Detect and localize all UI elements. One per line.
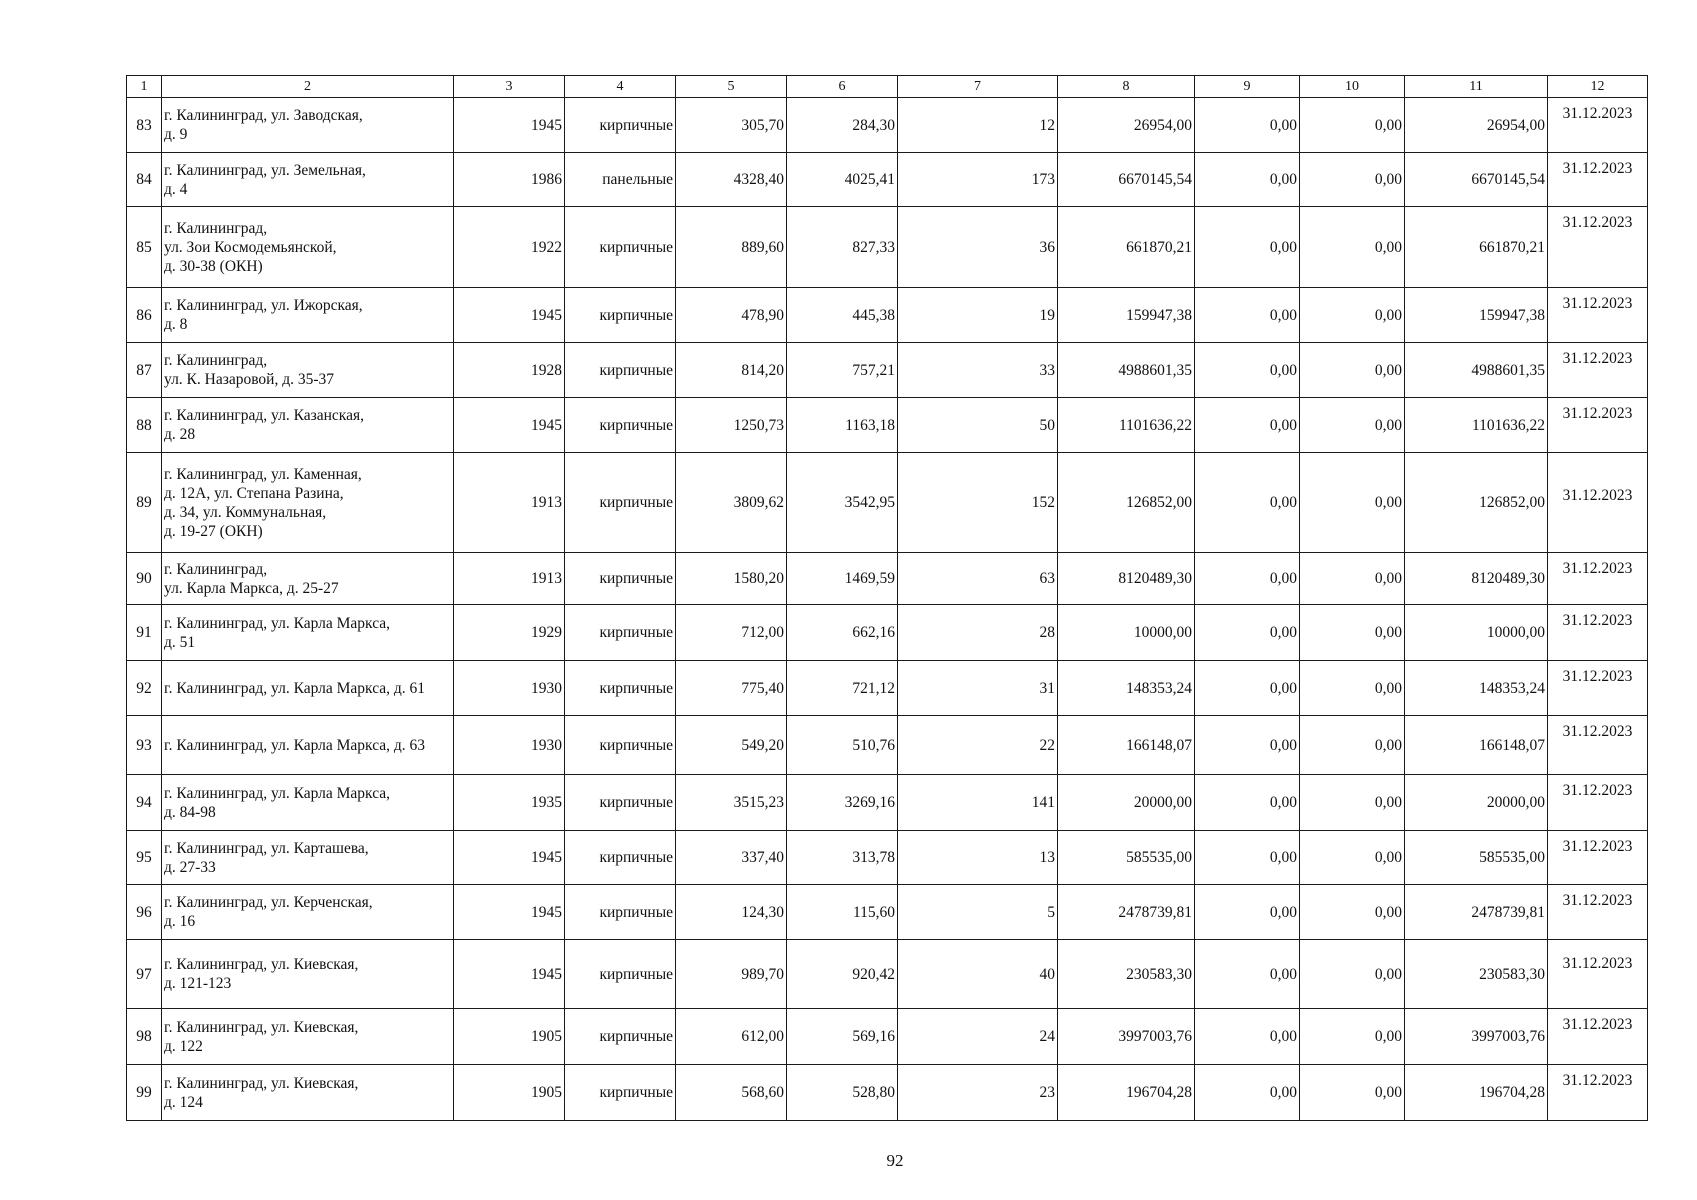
table-row — [127, 398, 1648, 453]
value-cell-6: 569,16 — [787, 1009, 898, 1065]
address-cell: г. Калининград, ул. Зои Космодемьянской, д. 30-38 (ОКН) — [162, 207, 454, 288]
value-cell-7: 5 — [898, 885, 1058, 940]
value-cell-9: 0,00 — [1195, 453, 1300, 553]
value-cell-11: 1101636,22 — [1405, 398, 1548, 453]
page-number: 92 — [886, 1151, 904, 1170]
value-cell-10: 0,00 — [1300, 661, 1405, 716]
column-header: 12 — [1548, 76, 1648, 98]
table-row — [127, 605, 1648, 661]
value-cell-11: 166148,07 — [1405, 716, 1548, 775]
value-cell-6: 662,16 — [787, 605, 898, 661]
column-header: 7 — [898, 76, 1058, 98]
value-cell-5: 775,40 — [676, 661, 787, 716]
value-cell-9: 0,00 — [1195, 153, 1300, 207]
value-cell-6: 445,38 — [787, 288, 898, 343]
row-number-cell: 92 — [127, 661, 162, 716]
value-cell-9: 0,00 — [1195, 716, 1300, 775]
value-cell-5: 1250,73 — [676, 398, 787, 453]
table-row — [127, 716, 1648, 775]
value-cell-7: 19 — [898, 288, 1058, 343]
row-number-cell: 85 — [127, 207, 162, 288]
year-cell: 1986 — [454, 153, 565, 207]
address-cell: г. Калининград, ул. Каменная, д. 12А, ул. Степана Разина, д. 34, ул. Коммунальная, д. 19-27 (ОКН) — [162, 453, 454, 553]
value-cell-7: 152 — [898, 453, 1058, 553]
deadline-date-cell: 31.12.2023 — [1548, 98, 1648, 153]
address-cell: г. Калининград, ул. Киевская, д. 121-123 — [162, 940, 454, 1009]
value-cell-10: 0,00 — [1300, 98, 1405, 153]
address-cell: г. Калининград, ул. Карла Маркса, д. 51 — [162, 605, 454, 661]
column-header: 10 — [1300, 76, 1405, 98]
table-row — [127, 661, 1648, 716]
value-cell-7: 33 — [898, 343, 1058, 398]
value-cell-10: 0,00 — [1300, 885, 1405, 940]
value-cell-5: 305,70 — [676, 98, 787, 153]
table-row — [127, 453, 1648, 553]
wall-material-cell: кирпичные — [565, 831, 676, 885]
wall-material-cell: кирпичные — [565, 288, 676, 343]
wall-material-cell: кирпичные — [565, 661, 676, 716]
year-cell: 1935 — [454, 775, 565, 831]
value-cell-11: 585535,00 — [1405, 831, 1548, 885]
deadline-date-cell: 31.12.2023 — [1548, 775, 1648, 831]
wall-material-cell: кирпичные — [565, 605, 676, 661]
value-cell-6: 920,42 — [787, 940, 898, 1009]
address-cell: г. Калининград, ул. Заводская, д. 9 — [162, 98, 454, 153]
year-cell: 1913 — [454, 453, 565, 553]
column-header: 8 — [1058, 76, 1195, 98]
row-number-cell: 96 — [127, 885, 162, 940]
address-cell: г. Калининград, ул. Киевская, д. 124 — [162, 1065, 454, 1121]
wall-material-cell: кирпичные — [565, 553, 676, 605]
value-cell-8: 6670145,54 — [1058, 153, 1195, 207]
value-cell-5: 989,70 — [676, 940, 787, 1009]
year-cell: 1905 — [454, 1065, 565, 1121]
deadline-date-cell: 31.12.2023 — [1548, 605, 1648, 661]
value-cell-8: 585535,00 — [1058, 831, 1195, 885]
value-cell-11: 148353,24 — [1405, 661, 1548, 716]
value-cell-10: 0,00 — [1300, 288, 1405, 343]
value-cell-8: 166148,07 — [1058, 716, 1195, 775]
year-cell: 1945 — [454, 98, 565, 153]
value-cell-7: 173 — [898, 153, 1058, 207]
value-cell-6: 3269,16 — [787, 775, 898, 831]
row-number-cell: 97 — [127, 940, 162, 1009]
value-cell-8: 20000,00 — [1058, 775, 1195, 831]
value-cell-11: 2478739,81 — [1405, 885, 1548, 940]
deadline-date-cell: 31.12.2023 — [1548, 940, 1648, 1009]
address-cell: г. Калининград, ул. Керченская, д. 16 — [162, 885, 454, 940]
address-cell: г. Калининград, ул. Карла Маркса, д. 61 — [162, 661, 454, 716]
wall-material-cell: кирпичные — [565, 716, 676, 775]
value-cell-9: 0,00 — [1195, 831, 1300, 885]
value-cell-5: 3809,62 — [676, 453, 787, 553]
value-cell-11: 8120489,30 — [1405, 553, 1548, 605]
deadline-date-cell: 31.12.2023 — [1548, 553, 1648, 605]
address-cell: г. Калининград, ул. Казанская, д. 28 — [162, 398, 454, 453]
value-cell-8: 159947,38 — [1058, 288, 1195, 343]
value-cell-9: 0,00 — [1195, 1065, 1300, 1121]
deadline-date-cell: 31.12.2023 — [1548, 398, 1648, 453]
column-number-header-row — [127, 76, 1648, 98]
value-cell-8: 196704,28 — [1058, 1065, 1195, 1121]
deadline-date-cell: 31.12.2023 — [1548, 1009, 1648, 1065]
value-cell-11: 26954,00 — [1405, 98, 1548, 153]
year-cell: 1913 — [454, 553, 565, 605]
row-number-cell: 99 — [127, 1065, 162, 1121]
value-cell-5: 889,60 — [676, 207, 787, 288]
value-cell-10: 0,00 — [1300, 1009, 1405, 1065]
value-cell-11: 196704,28 — [1405, 1065, 1548, 1121]
address-cell: г. Калининград, ул. Карла Маркса, д. 84-98 — [162, 775, 454, 831]
column-header: 3 — [454, 76, 565, 98]
value-cell-9: 0,00 — [1195, 885, 1300, 940]
value-cell-5: 4328,40 — [676, 153, 787, 207]
value-cell-5: 337,40 — [676, 831, 787, 885]
value-cell-7: 50 — [898, 398, 1058, 453]
year-cell: 1945 — [454, 288, 565, 343]
value-cell-9: 0,00 — [1195, 288, 1300, 343]
row-number-cell: 84 — [127, 153, 162, 207]
housing-registry-table — [126, 75, 1648, 1121]
row-number-cell: 86 — [127, 288, 162, 343]
value-cell-10: 0,00 — [1300, 940, 1405, 1009]
deadline-date-cell: 31.12.2023 — [1548, 453, 1648, 553]
value-cell-10: 0,00 — [1300, 716, 1405, 775]
row-number-cell: 94 — [127, 775, 162, 831]
column-header: 11 — [1405, 76, 1548, 98]
table-row — [127, 98, 1648, 153]
value-cell-6: 284,30 — [787, 98, 898, 153]
value-cell-7: 22 — [898, 716, 1058, 775]
value-cell-6: 313,78 — [787, 831, 898, 885]
value-cell-9: 0,00 — [1195, 398, 1300, 453]
value-cell-10: 0,00 — [1300, 553, 1405, 605]
value-cell-7: 31 — [898, 661, 1058, 716]
year-cell: 1928 — [454, 343, 565, 398]
wall-material-cell: кирпичные — [565, 398, 676, 453]
value-cell-5: 568,60 — [676, 1065, 787, 1121]
wall-material-cell: кирпичные — [565, 343, 676, 398]
deadline-date-cell: 31.12.2023 — [1548, 343, 1648, 398]
value-cell-7: 28 — [898, 605, 1058, 661]
table-row — [127, 153, 1648, 207]
row-number-cell: 90 — [127, 553, 162, 605]
value-cell-8: 3997003,76 — [1058, 1009, 1195, 1065]
value-cell-11: 661870,21 — [1405, 207, 1548, 288]
value-cell-10: 0,00 — [1300, 1065, 1405, 1121]
value-cell-9: 0,00 — [1195, 605, 1300, 661]
column-header: 1 — [127, 76, 162, 98]
table-row — [127, 831, 1648, 885]
value-cell-11: 126852,00 — [1405, 453, 1548, 553]
value-cell-11: 4988601,35 — [1405, 343, 1548, 398]
value-cell-8: 2478739,81 — [1058, 885, 1195, 940]
column-header: 5 — [676, 76, 787, 98]
value-cell-8: 8120489,30 — [1058, 553, 1195, 605]
row-number-cell: 91 — [127, 605, 162, 661]
address-cell: г. Калининград, ул. Карла Маркса, д. 25-27 — [162, 553, 454, 605]
value-cell-5: 612,00 — [676, 1009, 787, 1065]
value-cell-9: 0,00 — [1195, 553, 1300, 605]
row-number-cell: 93 — [127, 716, 162, 775]
value-cell-8: 26954,00 — [1058, 98, 1195, 153]
deadline-date-cell: 31.12.2023 — [1548, 288, 1648, 343]
value-cell-8: 661870,21 — [1058, 207, 1195, 288]
value-cell-10: 0,00 — [1300, 775, 1405, 831]
row-number-cell: 89 — [127, 453, 162, 553]
address-cell: г. Калининград, ул. Киевская, д. 122 — [162, 1009, 454, 1065]
row-number-cell: 98 — [127, 1009, 162, 1065]
row-number-cell: 88 — [127, 398, 162, 453]
value-cell-7: 36 — [898, 207, 1058, 288]
value-cell-7: 13 — [898, 831, 1058, 885]
value-cell-8: 4988601,35 — [1058, 343, 1195, 398]
value-cell-9: 0,00 — [1195, 940, 1300, 1009]
value-cell-6: 115,60 — [787, 885, 898, 940]
value-cell-6: 721,12 — [787, 661, 898, 716]
value-cell-10: 0,00 — [1300, 207, 1405, 288]
value-cell-6: 757,21 — [787, 343, 898, 398]
value-cell-6: 1163,18 — [787, 398, 898, 453]
value-cell-10: 0,00 — [1300, 398, 1405, 453]
value-cell-8: 10000,00 — [1058, 605, 1195, 661]
value-cell-6: 1469,59 — [787, 553, 898, 605]
address-cell: г. Калининград, ул. Карла Маркса, д. 63 — [162, 716, 454, 775]
year-cell: 1945 — [454, 398, 565, 453]
value-cell-6: 528,80 — [787, 1065, 898, 1121]
value-cell-11: 20000,00 — [1405, 775, 1548, 831]
wall-material-cell: кирпичные — [565, 885, 676, 940]
deadline-date-cell: 31.12.2023 — [1548, 831, 1648, 885]
column-header: 2 — [162, 76, 454, 98]
value-cell-7: 23 — [898, 1065, 1058, 1121]
value-cell-5: 124,30 — [676, 885, 787, 940]
deadline-date-cell: 31.12.2023 — [1548, 207, 1648, 288]
value-cell-11: 3997003,76 — [1405, 1009, 1548, 1065]
year-cell: 1930 — [454, 661, 565, 716]
table-row — [127, 940, 1648, 1009]
value-cell-7: 40 — [898, 940, 1058, 1009]
table-row — [127, 885, 1648, 940]
value-cell-10: 0,00 — [1300, 831, 1405, 885]
wall-material-cell: кирпичные — [565, 775, 676, 831]
deadline-date-cell: 31.12.2023 — [1548, 716, 1648, 775]
value-cell-5: 3515,23 — [676, 775, 787, 831]
value-cell-5: 712,00 — [676, 605, 787, 661]
deadline-date-cell: 31.12.2023 — [1548, 885, 1648, 940]
table-row — [127, 288, 1648, 343]
table-row — [127, 207, 1648, 288]
value-cell-6: 3542,95 — [787, 453, 898, 553]
value-cell-6: 510,76 — [787, 716, 898, 775]
column-header: 9 — [1195, 76, 1300, 98]
value-cell-10: 0,00 — [1300, 343, 1405, 398]
value-cell-7: 141 — [898, 775, 1058, 831]
value-cell-11: 159947,38 — [1405, 288, 1548, 343]
wall-material-cell: кирпичные — [565, 453, 676, 553]
year-cell: 1945 — [454, 885, 565, 940]
value-cell-7: 12 — [898, 98, 1058, 153]
year-cell: 1945 — [454, 831, 565, 885]
value-cell-5: 549,20 — [676, 716, 787, 775]
value-cell-9: 0,00 — [1195, 1009, 1300, 1065]
wall-material-cell: кирпичные — [565, 98, 676, 153]
value-cell-8: 1101636,22 — [1058, 398, 1195, 453]
row-number-cell: 95 — [127, 831, 162, 885]
value-cell-10: 0,00 — [1300, 605, 1405, 661]
value-cell-6: 4025,41 — [787, 153, 898, 207]
wall-material-cell: кирпичные — [565, 1065, 676, 1121]
address-cell: г. Калининград, ул. Карташева, д. 27-33 — [162, 831, 454, 885]
value-cell-8: 148353,24 — [1058, 661, 1195, 716]
address-cell: г. Калининград, ул. Земельная, д. 4 — [162, 153, 454, 207]
year-cell: 1930 — [454, 716, 565, 775]
value-cell-5: 814,20 — [676, 343, 787, 398]
value-cell-5: 1580,20 — [676, 553, 787, 605]
value-cell-11: 6670145,54 — [1405, 153, 1548, 207]
table-row — [127, 343, 1648, 398]
value-cell-6: 827,33 — [787, 207, 898, 288]
column-header: 4 — [565, 76, 676, 98]
year-cell: 1922 — [454, 207, 565, 288]
value-cell-9: 0,00 — [1195, 98, 1300, 153]
value-cell-7: 63 — [898, 553, 1058, 605]
value-cell-10: 0,00 — [1300, 453, 1405, 553]
value-cell-7: 24 — [898, 1009, 1058, 1065]
table-row — [127, 1065, 1648, 1121]
deadline-date-cell: 31.12.2023 — [1548, 153, 1648, 207]
column-header: 6 — [787, 76, 898, 98]
value-cell-10: 0,00 — [1300, 153, 1405, 207]
row-number-cell: 83 — [127, 98, 162, 153]
year-cell: 1905 — [454, 1009, 565, 1065]
value-cell-5: 478,90 — [676, 288, 787, 343]
deadline-date-cell: 31.12.2023 — [1548, 1065, 1648, 1121]
value-cell-11: 230583,30 — [1405, 940, 1548, 1009]
row-number-cell: 87 — [127, 343, 162, 398]
deadline-date-cell: 31.12.2023 — [1548, 661, 1648, 716]
year-cell: 1945 — [454, 940, 565, 1009]
wall-material-cell: панельные — [565, 153, 676, 207]
wall-material-cell: кирпичные — [565, 1009, 676, 1065]
value-cell-9: 0,00 — [1195, 775, 1300, 831]
value-cell-9: 0,00 — [1195, 661, 1300, 716]
address-cell: г. Калининград, ул. К. Назаровой, д. 35-37 — [162, 343, 454, 398]
year-cell: 1929 — [454, 605, 565, 661]
value-cell-11: 10000,00 — [1405, 605, 1548, 661]
wall-material-cell: кирпичные — [565, 207, 676, 288]
address-cell: г. Калининград, ул. Ижорская, д. 8 — [162, 288, 454, 343]
table-row — [127, 1009, 1648, 1065]
table-row — [127, 553, 1648, 605]
value-cell-8: 230583,30 — [1058, 940, 1195, 1009]
wall-material-cell: кирпичные — [565, 940, 676, 1009]
value-cell-9: 0,00 — [1195, 343, 1300, 398]
value-cell-8: 126852,00 — [1058, 453, 1195, 553]
table-row — [127, 775, 1648, 831]
value-cell-9: 0,00 — [1195, 207, 1300, 288]
